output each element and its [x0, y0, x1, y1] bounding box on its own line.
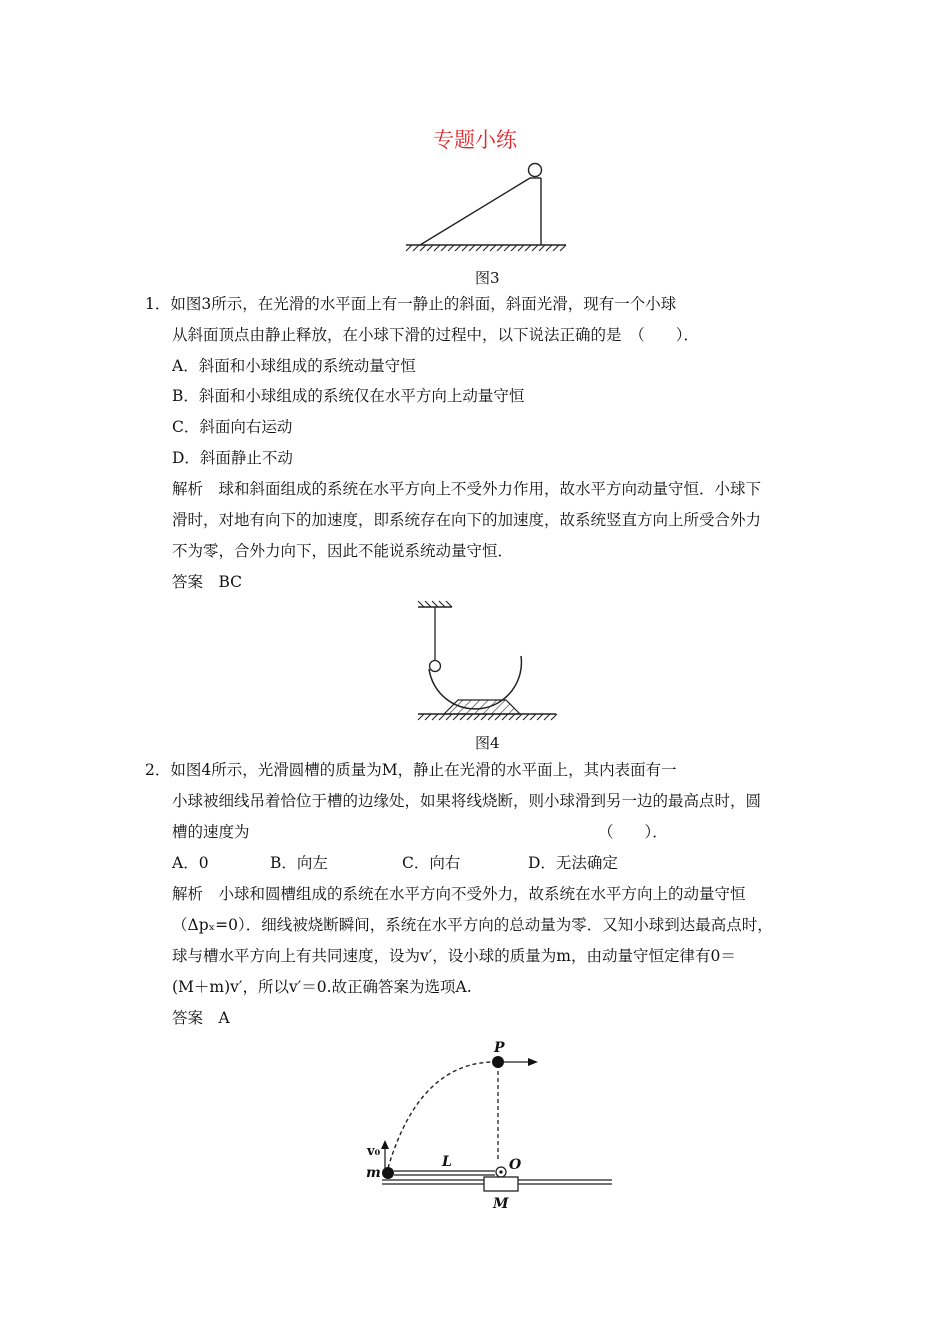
label-l: L	[442, 1154, 452, 1170]
q1-option-c: C．斜面向右运动	[172, 418, 293, 436]
ball-m	[382, 1167, 394, 1179]
q1-stem-1: 1．如图3所示，在光滑的水平面上有一静止的斜面，斜面光滑，现有一个小球	[145, 295, 677, 313]
label-big-m: M	[493, 1196, 509, 1212]
label-m: m	[366, 1165, 381, 1181]
label-p: P	[494, 1040, 505, 1056]
ball	[430, 661, 441, 672]
q2-analysis-1: 解析 小球和圆槽组成的系统在水平方向不受外力，故系统在水平方向上的动量守恒	[172, 885, 746, 903]
q2-analysis-4: (M＋m)v′，所以v′＝0.故正确答案为选项A.	[172, 978, 472, 996]
label-v0: v₀	[367, 1144, 381, 1159]
page-title: 专题小练	[433, 128, 517, 152]
q2-stem-1: 2．如图4所示，光滑圆槽的质量为M，静止在光滑的水平面上，其内表面有一	[145, 761, 677, 779]
label-o: O	[509, 1157, 522, 1173]
q1-option-d: D．斜面静止不动	[172, 449, 293, 467]
figure-4-caption: 图4	[475, 734, 500, 752]
q2-option-a: A．0	[172, 854, 209, 872]
ball	[529, 164, 542, 177]
q2-option-d: D．无法确定	[528, 854, 618, 872]
q2-stem-3-left: 槽的速度为	[172, 823, 250, 841]
q1-option-a: A．斜面和小球组成的系统动量守恒	[172, 357, 416, 375]
q2-option-b: B．向左	[270, 854, 328, 872]
q1-answer: 答案 BC	[172, 573, 243, 591]
q1-analysis-1: 解析 球和斜面组成的系统在水平方向上不受外力作用，故水平方向动量守恒．小球下	[172, 480, 762, 498]
q2-analysis-2: （Δpₓ=0）．细线被烧断瞬间，系统在水平方向的总动量为零．又知小球到达最高点时，	[172, 916, 773, 934]
slider-m	[484, 1177, 518, 1191]
figure-3-caption: 图3	[475, 269, 500, 287]
q1-analysis-2: 滑时，对地有向下的加速度，即系统存在向下的加速度，故系统竖直方向上所受合外力	[172, 511, 762, 529]
pivot-o	[496, 1167, 506, 1177]
q1-stem-2: 从斜面顶点由静止释放，在小球下滑的过程中，以下说法正确的是 （ ）．	[172, 326, 700, 344]
q2-stem-2: 小球被细线吊着恰位于槽的边缘处，如果将线烧断，则小球滑到另一边的最高点时，圆	[172, 792, 762, 810]
q2-stem-3-right: （ ）．	[598, 823, 668, 841]
q2-analysis-3: 球与槽水平方向上有共同速度，设为v′，设小球的质量为m，由动量守恒定律有0＝	[172, 947, 736, 965]
q1-analysis-3: 不为零，合外力向下，因此不能说系统动量守恒．	[172, 542, 514, 560]
q1-option-b: B．斜面和小球组成的系统仅在水平方向上动量守恒	[172, 387, 525, 405]
q2-answer: 答案 A	[172, 1009, 230, 1027]
q2-option-c: C．向右	[402, 854, 461, 872]
